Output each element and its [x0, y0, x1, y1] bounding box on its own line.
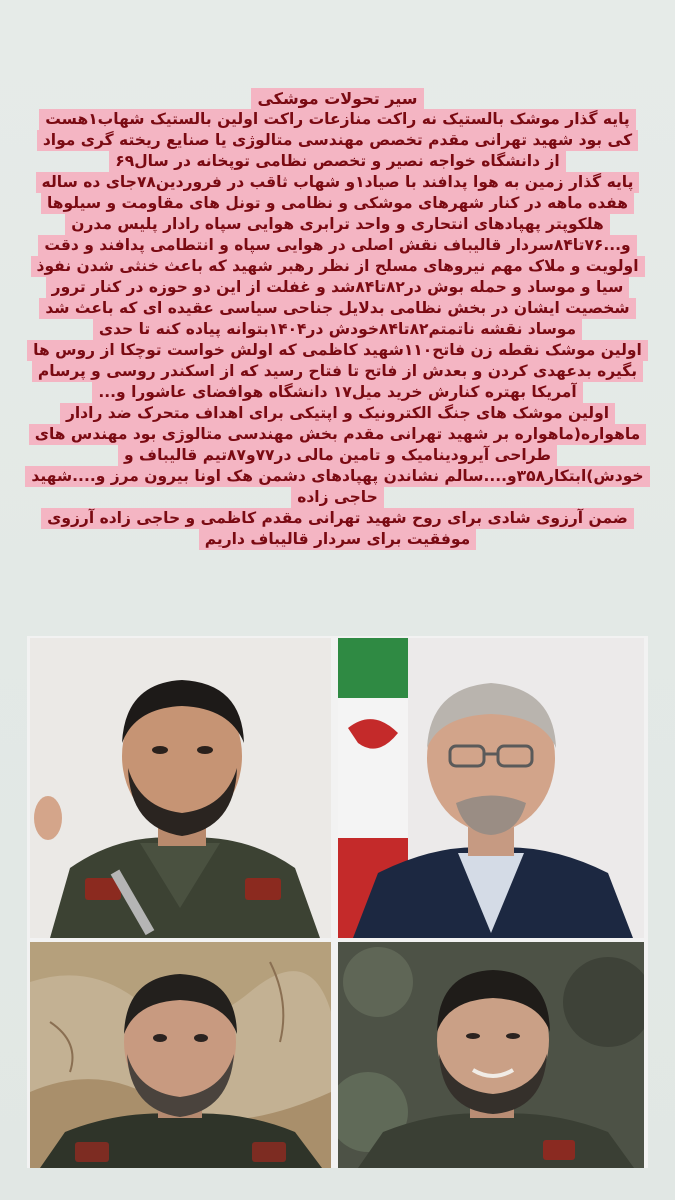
post-line: حاجی زاده [291, 487, 384, 508]
post-line: و...۷۶تا۸۴سردار قالیباف نقش اصلی در هوایی سپاه و انتطامی پدافند و دقت [38, 235, 636, 256]
post-line: هفده ماهه در کنار شهرهای موشکی و نظامی و تونل های مقاومت و سیلوها [41, 193, 634, 214]
post-line: بگیره بدعهدی کردن و بعدش از فاتح تا فتاح رسید که از اسکندر روسی و پرسام [32, 361, 643, 382]
post-line: از دانشگاه خواجه نصیر و تخصص نظامی توپخانه در سال۶۹ [109, 151, 565, 172]
post-text-block [18, 88, 657, 550]
post-line: پایه گذار زمین به هوا پدافند با صیاد۱و شهاب ثاقب در فروردین۷۸جای ده ساله [36, 172, 640, 193]
post-line: اولین موشک های جنگ الکترونیک و اپتیکی برای اهداف متحرک ضد رادار [60, 403, 615, 424]
post-title: سیر تحولات موشکی [251, 88, 423, 109]
post-line: موساد نقشه ناتمتم۸۲تا۸۴خودش در۱۴۰۴بتوانه پیاده کنه تا حدی [93, 319, 582, 340]
post-line: هلکوپتر پهپادهای انتحاری و واحد ترابری هوایی سپاه رادار پلیس مدرن [65, 214, 610, 235]
portrait-photo-bottom-right [338, 942, 644, 1168]
photo-collage [27, 636, 648, 1168]
post-line: کی بود شهید تهرانی مقدم تخصص مهندسی متالوژی یا صنایع ریخته گری مواد [37, 130, 638, 151]
post-line: ضمن آرزوی شادی برای روح شهید تهرانی مقدم کاظمی و حاجی زاده آرزوی [41, 508, 634, 529]
post-line: پایه گذار موشک بالستیک نه راکت منازعات راکت اولین بالستیک شهاب۱هست [39, 109, 635, 130]
post-line: طراحی آیرودینامیک و تامین مالی در۷۷و۸۷تیم قالیباف و [118, 445, 557, 466]
post-line: سیا و موساد و حمله بوش در۸۲تا۸۴شد و غفلت از این دو حوزه در کنار ترور [46, 277, 630, 298]
post-line: خودش)ابتکار۳۵۸و....سالم نشاندن پهپادهای دشمن هک اونا بیرون مرز و....شهید [25, 466, 649, 487]
portrait-photo-top-right [338, 638, 644, 938]
post-line: اولین موشک نقطه زن فاتح۱۱۰شهید کاظمی که اولش خواست توچکا از روس ها [27, 340, 648, 361]
post-line: شخصیت ایشان در بخش نظامی بدلایل جناحی سیاسی عقیده ای که باعث شد [39, 298, 635, 319]
portrait-photo-top-left [30, 638, 331, 938]
post-line: اولویت و ملاک مهم نیروهای مسلح از نظر رهبر شهید که باعث خنثی شدن نفوذ [31, 256, 645, 277]
portrait-photo-bottom-left [30, 942, 331, 1168]
post-line: ماهواره(ماهواره بر شهید تهرانی مقدم بخش مهندسی متالوژی بود مهندس های [29, 424, 646, 445]
post-line: موفقیت برای سردار قالیباف داریم [199, 529, 476, 550]
post-line: آمریکا بهتره کنارش خرید میل۱۷ دانشگاه هوافضای عاشورا و... [92, 382, 582, 403]
